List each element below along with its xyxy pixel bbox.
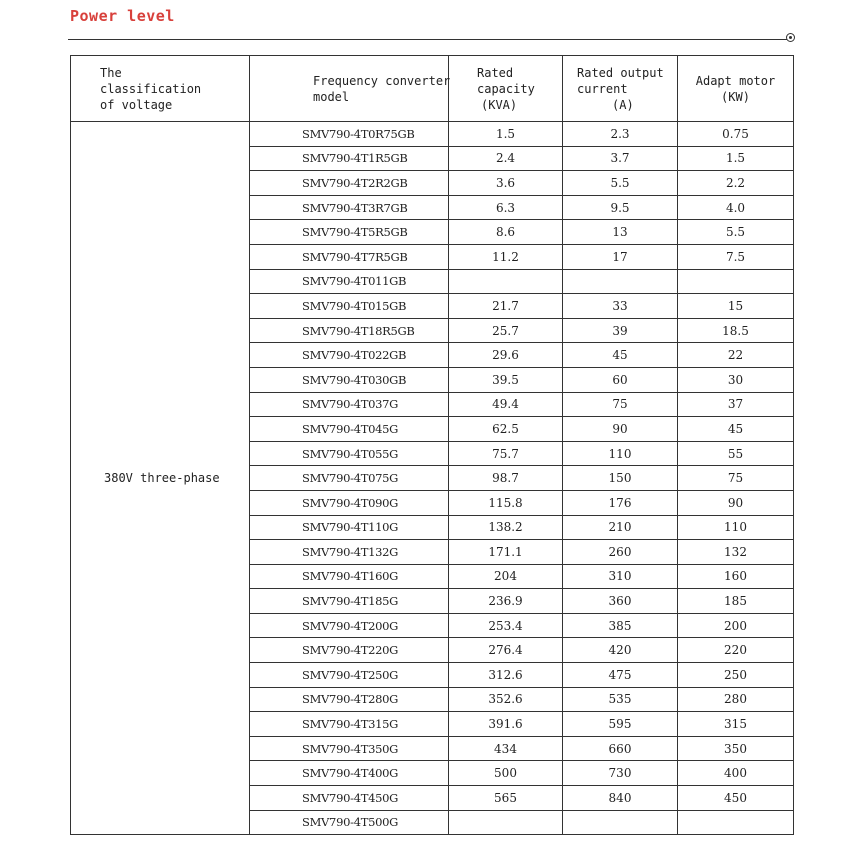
capacity-cell: 204 — [449, 564, 563, 589]
capacity-cell: 11.2 — [449, 244, 563, 269]
current-cell: 310 — [563, 564, 678, 589]
capacity-cell: 75.7 — [449, 441, 563, 466]
capacity-cell: 565 — [449, 786, 563, 811]
voltage-class-cell: 380V three-phase — [71, 122, 250, 835]
motor-cell — [678, 269, 794, 294]
page-title: Power level — [70, 7, 175, 25]
current-cell: 60 — [563, 367, 678, 392]
model-cell: SMV790-4T350G — [250, 736, 449, 761]
motor-cell: 15 — [678, 294, 794, 319]
capacity-cell: 253.4 — [449, 613, 563, 638]
model-cell: SMV790-4T110G — [250, 515, 449, 540]
capacity-cell: 49.4 — [449, 392, 563, 417]
divider-end-circle-icon — [786, 33, 795, 42]
header-model: Frequency converter model — [250, 56, 449, 122]
current-cell: 840 — [563, 786, 678, 811]
current-cell: 90 — [563, 417, 678, 442]
table-header-row — [71, 56, 794, 122]
motor-cell: 185 — [678, 589, 794, 614]
table-body — [71, 122, 794, 835]
current-cell: 385 — [563, 613, 678, 638]
motor-cell: 160 — [678, 564, 794, 589]
current-cell — [563, 810, 678, 835]
motor-cell: 400 — [678, 761, 794, 786]
motor-cell: 315 — [678, 712, 794, 737]
capacity-cell — [449, 269, 563, 294]
model-cell: SMV790-4T132G — [250, 540, 449, 565]
current-cell: 110 — [563, 441, 678, 466]
motor-cell: 132 — [678, 540, 794, 565]
motor-cell: 350 — [678, 736, 794, 761]
capacity-cell: 62.5 — [449, 417, 563, 442]
motor-cell: 250 — [678, 663, 794, 688]
capacity-cell: 352.6 — [449, 687, 563, 712]
capacity-cell: 276.4 — [449, 638, 563, 663]
model-cell: SMV790-4T500G — [250, 810, 449, 835]
current-cell: 260 — [563, 540, 678, 565]
model-cell: SMV790-4T1R5GB — [250, 146, 449, 171]
motor-cell: 7.5 — [678, 244, 794, 269]
capacity-cell: 3.6 — [449, 171, 563, 196]
capacity-cell: 236.9 — [449, 589, 563, 614]
current-cell: 2.3 — [563, 122, 678, 147]
current-cell: 210 — [563, 515, 678, 540]
capacity-cell: 171.1 — [449, 540, 563, 565]
model-cell: SMV790-4T250G — [250, 663, 449, 688]
capacity-cell: 312.6 — [449, 663, 563, 688]
model-cell: SMV790-4T160G — [250, 564, 449, 589]
motor-cell: 5.5 — [678, 220, 794, 245]
motor-cell: 4.0 — [678, 195, 794, 220]
capacity-cell: 434 — [449, 736, 563, 761]
motor-cell: 450 — [678, 786, 794, 811]
current-cell: 360 — [563, 589, 678, 614]
model-cell: SMV790-4T220G — [250, 638, 449, 663]
capacity-cell: 39.5 — [449, 367, 563, 392]
model-cell: SMV790-4T200G — [250, 613, 449, 638]
current-cell: 730 — [563, 761, 678, 786]
capacity-cell: 1.5 — [449, 122, 563, 147]
motor-cell: 30 — [678, 367, 794, 392]
motor-cell: 0.75 — [678, 122, 794, 147]
current-cell: 39 — [563, 318, 678, 343]
capacity-cell: 29.6 — [449, 343, 563, 368]
model-cell: SMV790-4T185G — [250, 589, 449, 614]
model-cell: SMV790-4T18R5GB — [250, 318, 449, 343]
motor-cell: 90 — [678, 490, 794, 515]
current-cell: 5.5 — [563, 171, 678, 196]
current-cell: 13 — [563, 220, 678, 245]
model-cell: SMV790-4T090G — [250, 490, 449, 515]
current-cell: 150 — [563, 466, 678, 491]
motor-cell: 37 — [678, 392, 794, 417]
current-cell: 75 — [563, 392, 678, 417]
current-cell: 3.7 — [563, 146, 678, 171]
motor-cell: 18.5 — [678, 318, 794, 343]
capacity-cell: 98.7 — [449, 466, 563, 491]
capacity-cell: 115.8 — [449, 490, 563, 515]
current-cell: 595 — [563, 712, 678, 737]
model-cell: SMV790-4T3R7GB — [250, 195, 449, 220]
capacity-cell — [449, 810, 563, 835]
capacity-cell: 2.4 — [449, 146, 563, 171]
motor-cell: 200 — [678, 613, 794, 638]
motor-cell: 2.2 — [678, 171, 794, 196]
motor-cell: 280 — [678, 687, 794, 712]
current-cell: 17 — [563, 244, 678, 269]
capacity-cell: 25.7 — [449, 318, 563, 343]
model-cell: SMV790-4T037G — [250, 392, 449, 417]
model-cell: SMV790-4T015GB — [250, 294, 449, 319]
model-cell: SMV790-4T315G — [250, 712, 449, 737]
capacity-cell: 8.6 — [449, 220, 563, 245]
motor-cell: 110 — [678, 515, 794, 540]
current-cell: 9.5 — [563, 195, 678, 220]
model-cell: SMV790-4T055G — [250, 441, 449, 466]
motor-cell: 220 — [678, 638, 794, 663]
current-cell: 176 — [563, 490, 678, 515]
title-divider — [68, 39, 790, 40]
model-cell: SMV790-4T400G — [250, 761, 449, 786]
current-cell: 45 — [563, 343, 678, 368]
model-cell: SMV790-4T2R2GB — [250, 171, 449, 196]
model-cell: SMV790-4T045G — [250, 417, 449, 442]
model-cell: SMV790-4T0R75GB — [250, 122, 449, 147]
current-cell: 420 — [563, 638, 678, 663]
header-voltage-class: The classification of voltage — [71, 56, 250, 122]
model-cell: SMV790-4T280G — [250, 687, 449, 712]
motor-cell: 22 — [678, 343, 794, 368]
current-cell: 535 — [563, 687, 678, 712]
power-level-table — [70, 55, 794, 835]
model-cell: SMV790-4T075G — [250, 466, 449, 491]
motor-cell: 1.5 — [678, 146, 794, 171]
header-current: Rated output current (A) — [563, 56, 678, 122]
model-cell: SMV790-4T011GB — [250, 269, 449, 294]
motor-cell: 55 — [678, 441, 794, 466]
model-cell: SMV790-4T450G — [250, 786, 449, 811]
motor-cell — [678, 810, 794, 835]
header-capacity: Rated capacity (KVA) — [449, 56, 563, 122]
model-cell: SMV790-4T022GB — [250, 343, 449, 368]
current-cell: 660 — [563, 736, 678, 761]
model-cell: SMV790-4T7R5GB — [250, 244, 449, 269]
motor-cell: 75 — [678, 466, 794, 491]
current-cell — [563, 269, 678, 294]
motor-cell: 45 — [678, 417, 794, 442]
model-cell: SMV790-4T5R5GB — [250, 220, 449, 245]
current-cell: 33 — [563, 294, 678, 319]
table-row — [71, 122, 794, 147]
capacity-cell: 500 — [449, 761, 563, 786]
capacity-cell: 21.7 — [449, 294, 563, 319]
capacity-cell: 391.6 — [449, 712, 563, 737]
model-cell: SMV790-4T030GB — [250, 367, 449, 392]
capacity-cell: 138.2 — [449, 515, 563, 540]
capacity-cell: 6.3 — [449, 195, 563, 220]
current-cell: 475 — [563, 663, 678, 688]
header-motor: Adapt motor (KW) — [678, 56, 794, 122]
